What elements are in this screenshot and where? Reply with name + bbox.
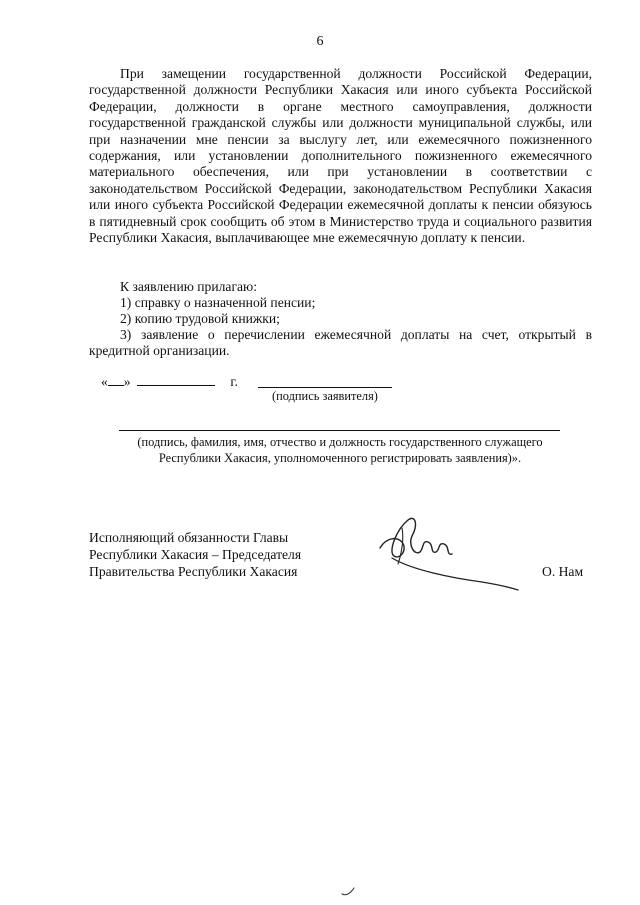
attachment-item-2: 2) копию трудовой книжки;: [120, 311, 280, 326]
day-blank: [108, 373, 124, 386]
date-open-quote: «: [101, 374, 108, 389]
official-caption-line-1: (подпись, фамилия, имя, отчество и должность государственного служащего: [137, 435, 543, 449]
month-blank: [137, 373, 215, 386]
applicant-signature-caption: (подпись заявителя): [272, 389, 378, 403]
date-row: [101, 373, 238, 390]
signatory-name: О. Нам: [542, 564, 584, 579]
attachments-heading: К заявлению прилагаю:: [120, 279, 257, 294]
page-number: 6: [316, 34, 324, 49]
handwritten-signature: [372, 508, 522, 598]
signatory-title-line-1: Исполняющий обязанности Главы: [89, 530, 289, 545]
date-year-suffix: г.: [230, 374, 238, 389]
official-signature-line: [119, 430, 560, 431]
body-paragraph: При замещении государственной должности Российской Федерации, государственной должности Республики Хакасия или иного субъекта Российской Федерации, должности в органе местного самоуправления, должности государственной гражданской службы или должности муниципальной службы, или при назначении мне пенсии за выслугу лет, или ежемесячного пожизненного содержания, или установлении дополнительного пожизненного ежемесячного материального обеспечения, или при установлении в соответствии с законодательством Российской Федерации, законодательством Республики Хакасия или иного субъекта Российской Федерации ежемесячной доплаты к пенсии обязуюсь в пятидневный срок сообщить об этом в Министерство труда и социального развития Республики Хакасия, выплачивающее мне ежемесячную доплату к пенсии.: [89, 66, 592, 246]
attachment-item-1: 1) справку о назначенной пенсии;: [120, 295, 316, 310]
attachment-item-3: 3) заявление о перечислении ежемесячной доплаты на счет, открытый в кредитной организации.: [89, 327, 592, 359]
official-caption-line-2: Республики Хакасия, уполномоченного регистрировать заявления)».: [158, 451, 522, 466]
signatory-title-line-3: Правительства Республики Хакасия: [89, 563, 298, 579]
ink-mark: [340, 884, 360, 898]
date-close-quote: »: [123, 374, 131, 389]
applicant-signature-line: [258, 387, 392, 388]
official-caption: [100, 434, 580, 467]
signatory-title: [89, 530, 301, 580]
signatory-title-line-2: Республики Хакасия – Председателя: [89, 546, 302, 562]
